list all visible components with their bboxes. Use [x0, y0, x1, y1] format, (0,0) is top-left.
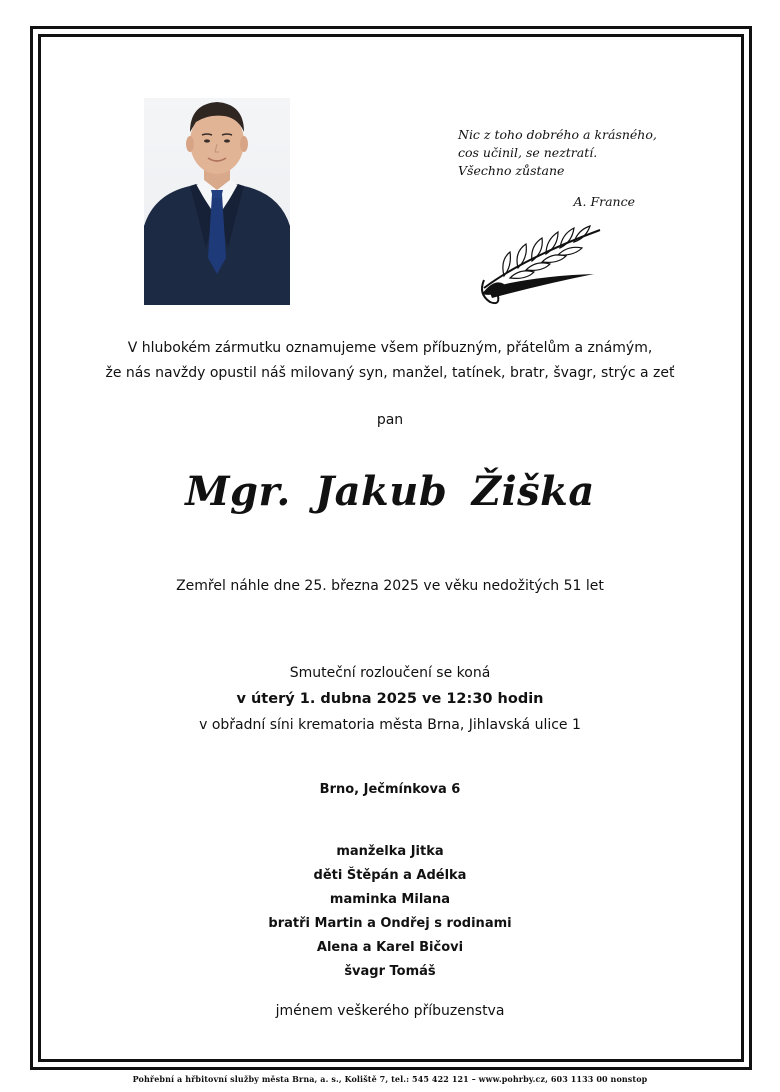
portrait-photo	[144, 98, 290, 305]
family-member: švagr Tomáš	[344, 964, 436, 979]
intro-line: V hlubokém zármutku oznamujeme všem příbuzným, přátelům a známým,	[127, 340, 653, 356]
quote-line: Všechno zůstane	[458, 163, 565, 178]
funeral-line: Smuteční rozloučení se koná	[289, 665, 491, 681]
quote-author: A. France	[573, 194, 635, 209]
family-member: děti Štěpán a Adélka	[313, 868, 467, 883]
footer-contact: Pohřební a hřbitovní služby města Brna, a. s., Koliště 7, tel.: 545 422 121 – www.pohrby.cz, 603 1133 00 nonstop	[132, 1074, 648, 1084]
intro-line: že nás navždy opustil náš milovaný syn, manžel, tatínek, bratr, švagr, strýc a zeť	[105, 365, 675, 381]
title-word: pan	[376, 412, 404, 428]
laurel-branch-icon	[474, 218, 604, 308]
memorial-quote	[458, 126, 658, 180]
quote-line: Nic z toho dobrého a krásného,	[458, 127, 657, 142]
family-list	[40, 840, 740, 984]
funeral-location: v obřadní síni krematoria města Brna, Jihlavská ulice 1	[199, 717, 581, 733]
family-member: Alena a Karel Bičovi	[316, 940, 464, 955]
quote-line: cos učinil, se neztratí.	[458, 145, 598, 160]
death-notice: Zemřel náhle dne 25. března 2025 ve věku nedožitých 51 let	[176, 578, 604, 594]
closing-line: jménem veškerého příbuzenstva	[275, 1003, 505, 1019]
family-member: maminka Milana	[329, 892, 451, 907]
funeral-details	[40, 660, 740, 738]
funeral-date: v úterý 1. dubna 2025 ve 12:30 hodin	[236, 691, 544, 707]
family-member: bratři Martin a Ondřej s rodinami	[268, 916, 512, 931]
deceased-name: Mgr. Jakub Žiška	[185, 468, 595, 515]
announcement-intro	[40, 336, 740, 386]
family-address: Brno, Ječmínkova 6	[319, 782, 461, 797]
family-member: manželka Jitka	[336, 844, 444, 859]
